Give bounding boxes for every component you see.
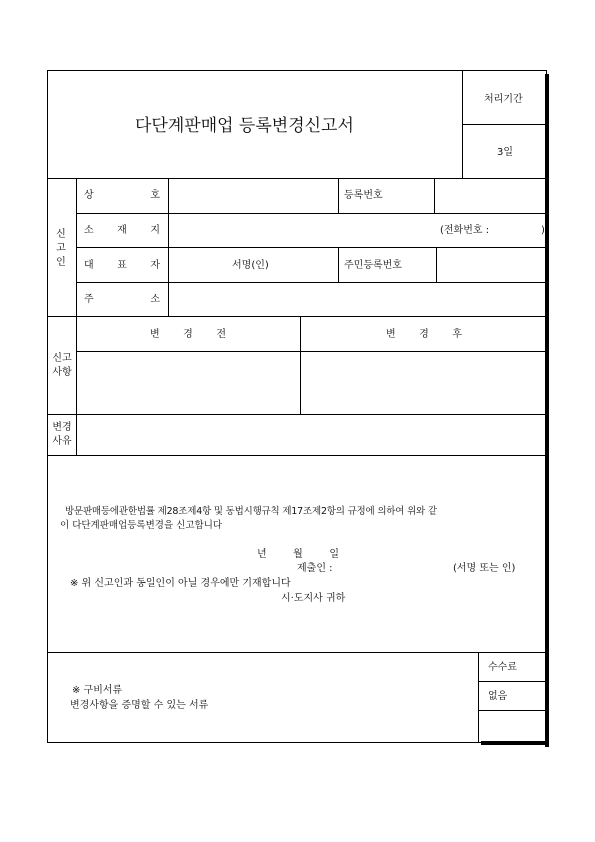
phone-number-label: (전화번호 :	[440, 225, 490, 236]
sign-or-seal-label: (서명 또는 인)	[453, 563, 516, 574]
company-name-label: 상 호	[84, 190, 160, 201]
location-label: 소 재 지	[84, 225, 160, 236]
report-items-section-label: 신고 사항	[52, 353, 72, 378]
processing-period-label: 처리기간	[484, 94, 523, 105]
signature-label: 서명(인)	[232, 260, 269, 271]
declaration-line-1: 방문판매등에관한법률 제28조제4항 및 동법시행규칙 제17조제2항의 규정에 의하여 위와 같	[65, 506, 437, 517]
required-documents-header: ※ 구비서류	[72, 685, 123, 696]
fee-bottom-line	[478, 710, 546, 711]
row-line-5	[47, 316, 546, 317]
registration-number-label: 등록번호	[344, 190, 383, 201]
reporter-section-label: 신고인	[56, 229, 66, 268]
fee-value: 없음	[488, 691, 508, 702]
declaration-line-2: 이 다단계판매업등록변경을 신고합니다	[60, 520, 223, 531]
row-line-6	[47, 414, 546, 415]
before-change-header: 변 경 전	[150, 329, 226, 340]
row-line-8	[47, 652, 546, 653]
submitter-note: ※ 위 신고인과 동일인이 아닐 경우에만 기재합니다	[70, 578, 291, 589]
after-change-header: 변 경 후	[386, 329, 462, 340]
addressee: 시·도지사 귀하	[281, 593, 346, 604]
row-line-2	[76, 213, 546, 214]
address-label: 주 소	[84, 294, 160, 305]
divider-r3a	[338, 247, 339, 282]
before-after-divider	[300, 316, 301, 414]
form-title: 다단계판매업 등록변경신고서	[135, 116, 354, 136]
processing-divider	[462, 124, 546, 125]
company-name-field[interactable]	[170, 180, 336, 211]
divider-r3b	[436, 247, 437, 282]
representative-label: 대 표 자	[84, 260, 160, 271]
resident-number-label: 주민등록번호	[344, 260, 402, 271]
location-field[interactable]	[170, 215, 436, 245]
address-field[interactable]	[170, 284, 544, 314]
before-change-field[interactable]	[78, 353, 298, 412]
row-line-4	[76, 282, 546, 283]
fee-label: 수수료	[488, 662, 517, 673]
registration-number-field[interactable]	[436, 180, 544, 211]
row-line-3	[76, 247, 546, 248]
submitter-label: 제출인 :	[297, 563, 333, 574]
processing-period-value: 3일	[497, 147, 514, 158]
change-reason-label: 변경 사유	[52, 422, 72, 447]
fee-column-line	[478, 652, 479, 742]
change-reason-field[interactable]	[78, 416, 544, 453]
required-document-item: 변경사항을 증명할 수 있는 서류	[70, 700, 209, 711]
divider-r1a	[338, 178, 339, 213]
phone-number-close: )	[541, 225, 545, 236]
row-line-1	[47, 178, 546, 179]
row-line-7	[47, 455, 546, 456]
report-header-line	[76, 351, 546, 352]
fee-divider	[478, 681, 546, 682]
after-change-field[interactable]	[302, 353, 544, 412]
date-line: 년 월 일	[257, 549, 339, 560]
divider-r1b	[434, 178, 435, 213]
resident-number-field[interactable]	[438, 249, 544, 280]
